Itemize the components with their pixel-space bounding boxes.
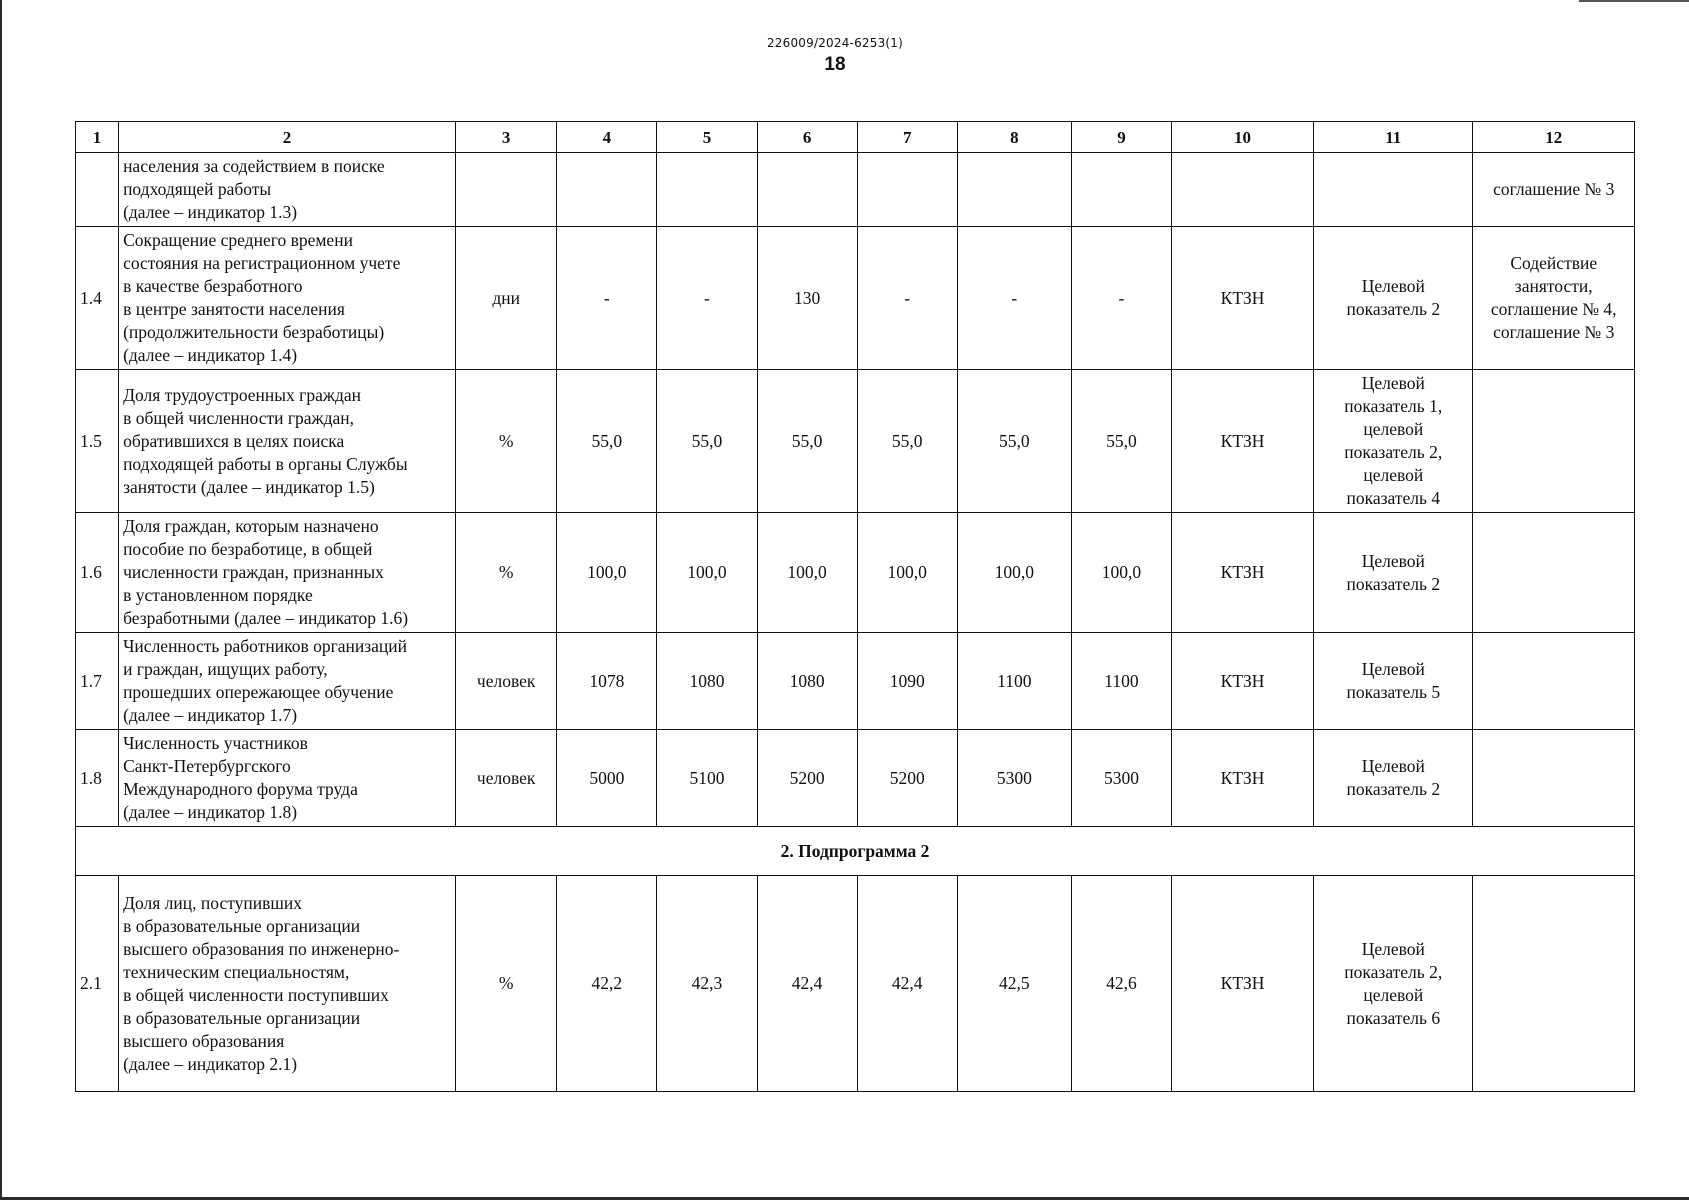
indicator-value: -: [857, 227, 957, 370]
indicator-unit: человек: [456, 633, 557, 730]
indicator-value: 5000: [557, 730, 657, 827]
indicator-name: Численность участников Санкт-Петербургского Международного форума труда (далее – индикатор 1.8): [119, 730, 456, 827]
indicator-number: 1.7: [76, 633, 119, 730]
indicator-name: Доля лиц, поступивших в образовательные организации высшего образования по инженерно- техническим специальностям, в общей численности поступивших в образовательные организации высшего образования (далее – индикатор 2.1): [119, 876, 456, 1092]
indicators-table: [75, 121, 1635, 1092]
indicator-target: Целевой показатель 2: [1314, 227, 1473, 370]
indicator-target: Целевой показатель 2, целевой показатель 6: [1314, 876, 1473, 1092]
column-header: 11: [1314, 122, 1473, 153]
indicator-value: 1080: [657, 633, 757, 730]
scan-edge-left: [0, 0, 2, 1200]
indicator-value: -: [557, 227, 657, 370]
table-row: [76, 153, 1635, 227]
column-header: 9: [1071, 122, 1171, 153]
indicator-unit: человек: [456, 730, 557, 827]
indicator-number: 2.1: [76, 876, 119, 1092]
indicator-value: 42,5: [957, 876, 1071, 1092]
indicator-unit: %: [456, 876, 557, 1092]
indicator-source: [1473, 370, 1635, 513]
indicator-executor: КТЗН: [1172, 370, 1314, 513]
indicator-unit: [456, 153, 557, 227]
indicator-value: 55,0: [857, 370, 957, 513]
indicator-executor: КТЗН: [1172, 876, 1314, 1092]
table-row: [76, 633, 1635, 730]
page-number: 18: [824, 54, 846, 75]
indicator-name: Доля граждан, которым назначено пособие по безработице, в общей численности граждан, признанных в установленном порядке безработными (далее – индикатор 1.6): [119, 513, 456, 633]
indicator-target: Целевой показатель 1, целевой показатель 2, целевой показатель 4: [1314, 370, 1473, 513]
indicator-value: [557, 153, 657, 227]
indicator-target: Целевой показатель 2: [1314, 513, 1473, 633]
indicator-source: соглашение № 3: [1473, 153, 1635, 227]
indicator-number: [76, 153, 119, 227]
indicator-value: 42,4: [757, 876, 857, 1092]
indicator-value: 55,0: [1071, 370, 1171, 513]
indicator-executor: КТЗН: [1172, 633, 1314, 730]
column-header: 7: [857, 122, 957, 153]
indicator-value: 5300: [1071, 730, 1171, 827]
indicator-value: [1071, 153, 1171, 227]
indicator-source: [1473, 730, 1635, 827]
indicator-unit: дни: [456, 227, 557, 370]
indicator-value: 130: [757, 227, 857, 370]
column-header: 3: [456, 122, 557, 153]
indicator-source: [1473, 876, 1635, 1092]
indicator-value: 55,0: [957, 370, 1071, 513]
indicator-executor: КТЗН: [1172, 513, 1314, 633]
indicator-value: 1100: [1071, 633, 1171, 730]
column-header: 10: [1172, 122, 1314, 153]
indicator-value: [957, 153, 1071, 227]
indicator-value: 5100: [657, 730, 757, 827]
indicator-value: 100,0: [657, 513, 757, 633]
indicator-target: Целевой показатель 5: [1314, 633, 1473, 730]
indicator-value: 5200: [757, 730, 857, 827]
indicator-value: 42,6: [1071, 876, 1171, 1092]
indicator-value: 42,3: [657, 876, 757, 1092]
indicator-value: 100,0: [1071, 513, 1171, 633]
table-row: [76, 730, 1635, 827]
indicator-value: [657, 153, 757, 227]
indicator-unit: %: [456, 370, 557, 513]
indicator-number: 1.4: [76, 227, 119, 370]
table-row: [76, 876, 1635, 1092]
indicator-value: -: [957, 227, 1071, 370]
indicator-value: 100,0: [857, 513, 957, 633]
indicator-value: 55,0: [757, 370, 857, 513]
column-header: 2: [119, 122, 456, 153]
indicator-value: 100,0: [557, 513, 657, 633]
table-row: [76, 370, 1635, 513]
indicator-value: 5300: [957, 730, 1071, 827]
indicator-value: 55,0: [557, 370, 657, 513]
indicator-number: 1.8: [76, 730, 119, 827]
indicator-number: 1.5: [76, 370, 119, 513]
indicator-name: населения за содействием в поиске подходящей работы (далее – индикатор 1.3): [119, 153, 456, 227]
indicator-source: [1473, 633, 1635, 730]
scan-edge-top: [1579, 0, 1689, 2]
indicator-executor: КТЗН: [1172, 730, 1314, 827]
column-header: 6: [757, 122, 857, 153]
indicator-value: [757, 153, 857, 227]
subprogram-title: 2. Подпрограмма 2: [76, 827, 1635, 876]
indicator-target: Целевой показатель 2: [1314, 730, 1473, 827]
column-number-row: [76, 122, 1635, 153]
table-row: [76, 227, 1635, 370]
column-header: 12: [1473, 122, 1635, 153]
indicator-target: [1314, 153, 1473, 227]
indicator-value: 1100: [957, 633, 1071, 730]
indicator-name: Доля трудоустроенных граждан в общей численности граждан, обратившихся в целях поиска подходящей работы в органы Службы занятости (далее – индикатор 1.5): [119, 370, 456, 513]
indicator-value: 100,0: [757, 513, 857, 633]
indicator-source: Содействие занятости, соглашение № 4, соглашение № 3: [1473, 227, 1635, 370]
indicator-value: [857, 153, 957, 227]
indicator-executor: [1172, 153, 1314, 227]
table-row: [76, 513, 1635, 633]
indicator-value: 42,2: [557, 876, 657, 1092]
indicator-name: Численность работников организаций и граждан, ищущих работу, прошедших опережающее обучение (далее – индикатор 1.7): [119, 633, 456, 730]
indicator-source: [1473, 513, 1635, 633]
indicator-unit: %: [456, 513, 557, 633]
column-header: 5: [657, 122, 757, 153]
indicator-value: 100,0: [957, 513, 1071, 633]
indicator-name: Сокращение среднего времени состояния на регистрационном учете в качестве безработного в центре занятости населения (продолжительности безработицы) (далее – индикатор 1.4): [119, 227, 456, 370]
indicator-value: -: [1071, 227, 1171, 370]
column-header: 1: [76, 122, 119, 153]
indicator-executor: КТЗН: [1172, 227, 1314, 370]
subprogram-row: [76, 827, 1635, 876]
indicator-value: 1078: [557, 633, 657, 730]
indicator-value: 1080: [757, 633, 857, 730]
registration-number: 226009/2024-6253(1): [766, 36, 904, 50]
indicator-number: 1.6: [76, 513, 119, 633]
indicator-value: 5200: [857, 730, 957, 827]
indicator-value: 1090: [857, 633, 957, 730]
indicator-value: 42,4: [857, 876, 957, 1092]
indicator-value: 55,0: [657, 370, 757, 513]
indicator-value: -: [657, 227, 757, 370]
column-header: 4: [557, 122, 657, 153]
column-header: 8: [957, 122, 1071, 153]
